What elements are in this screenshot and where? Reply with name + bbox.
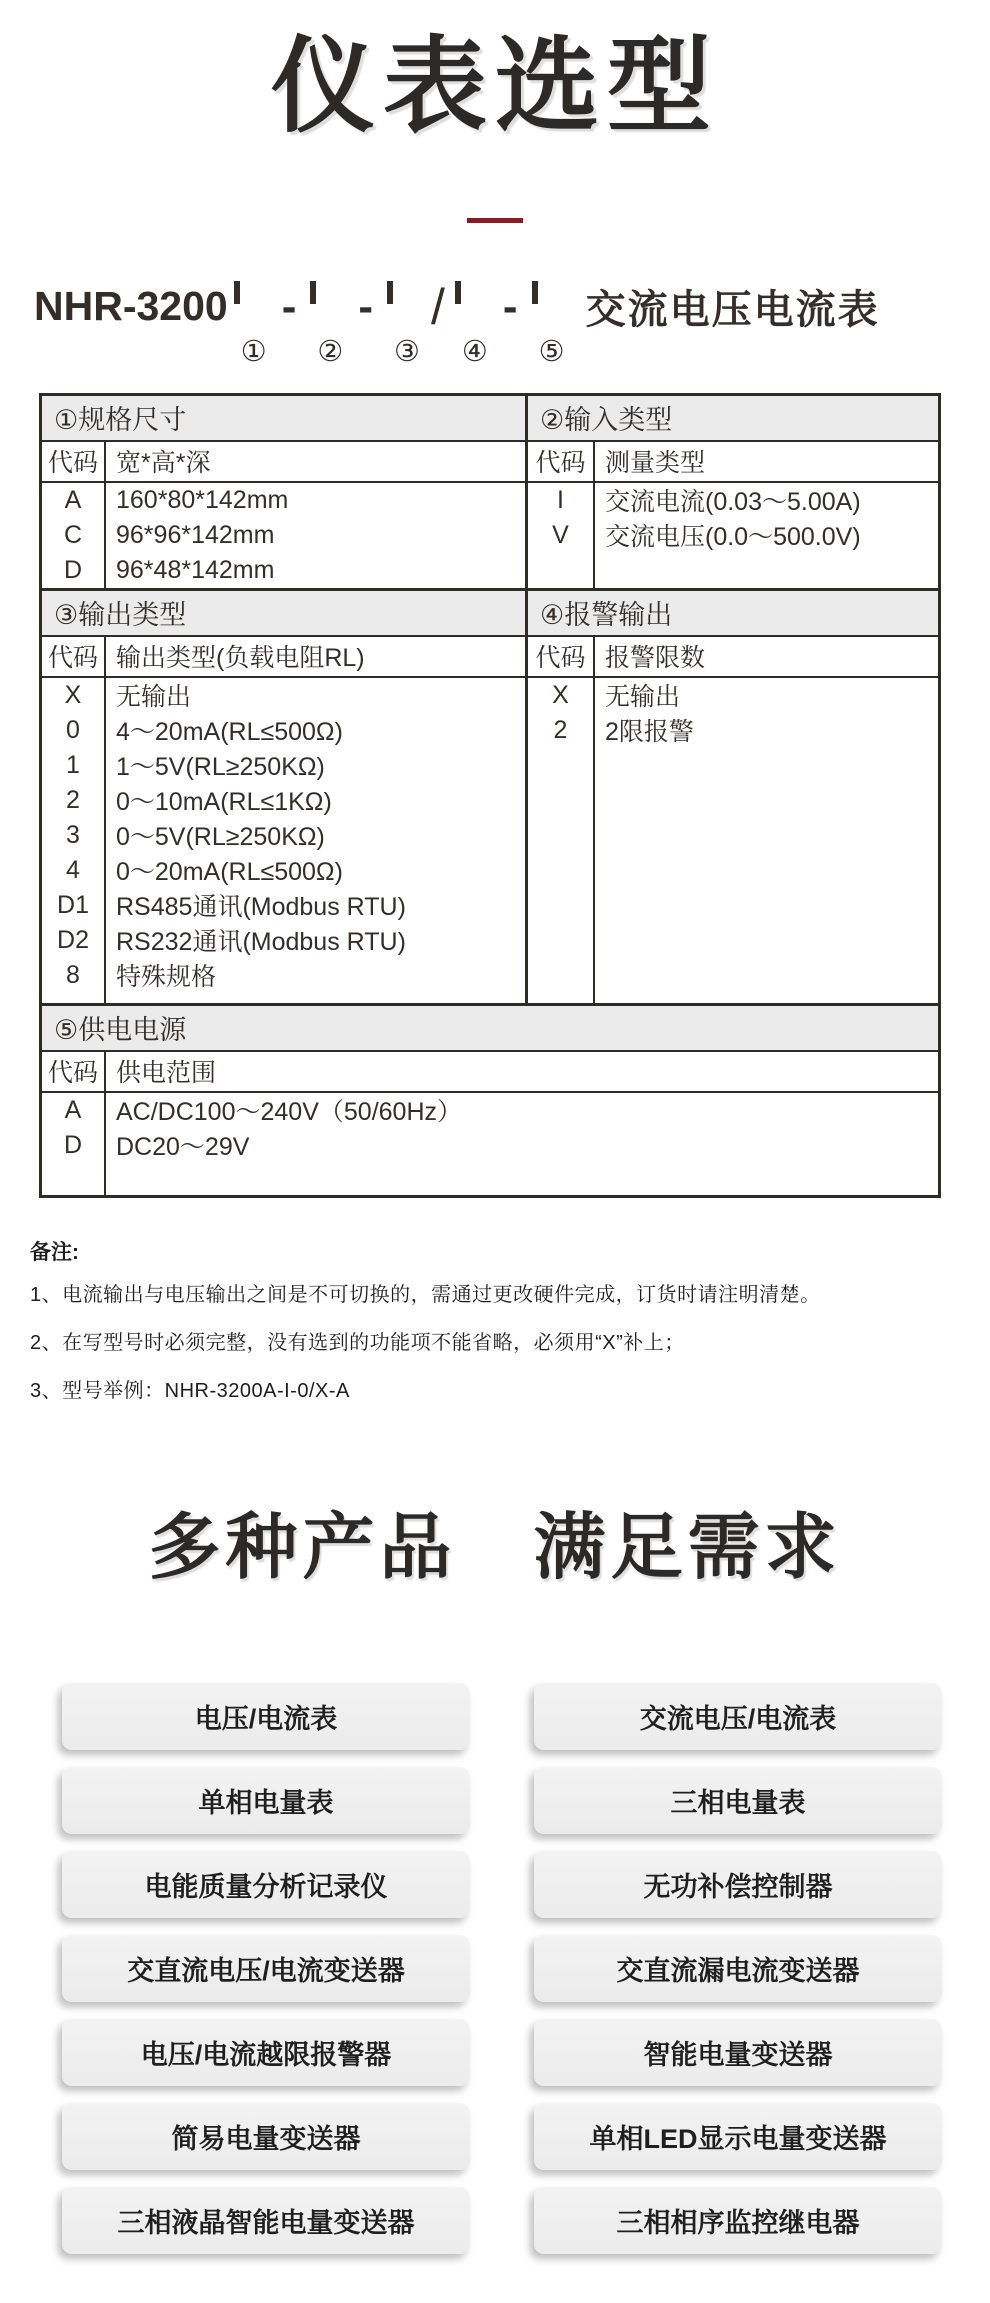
column-header-desc: 宽*高*深 [116, 449, 211, 478]
product-button[interactable]: 简易电量变送器 [62, 2103, 470, 2170]
model-prefix: NHR-3200 [34, 283, 228, 330]
table-cell-desc: AC/DC100～240V（50/60Hz） [116, 1098, 462, 1127]
table-section [42, 591, 525, 1003]
table-cell-code: 3 [42, 818, 106, 853]
model-slot-box [310, 281, 316, 304]
column-header-code: 代码 [42, 637, 106, 676]
model-slot-3 [387, 284, 427, 368]
table-cell-code: D1 [42, 888, 106, 923]
table-cell-desc: 96*96*142mm [116, 520, 275, 549]
table-cell-desc: 160*80*142mm [116, 485, 289, 514]
column-header-desc: 输出类型(负载电阻RL) [116, 644, 365, 673]
table-body [528, 483, 938, 588]
table-cell-desc: 4～20mA(RL≤500Ω) [116, 718, 343, 747]
table-pair-row [42, 591, 938, 1006]
product-button[interactable]: 单相电量表 [62, 1767, 470, 1834]
table-cell-code: D [42, 553, 106, 588]
note-line-1: 1、电流输出与电压输出之间是不可切换的，需通过更改硬件完成，订货时请注明清楚。 [30, 1283, 821, 1306]
table-cell-desc: 1～5V(RL≥250KΩ) [116, 753, 325, 782]
model-slot-4 [455, 284, 495, 368]
product-button[interactable]: 智能电量变送器 [534, 2019, 942, 2086]
model-slot-box [234, 281, 240, 304]
table-cell-desc: 交流电压(0.0～500.0V) [605, 523, 861, 552]
table-cell-desc: RS232通讯(Modbus RTU) [116, 928, 406, 957]
product-button[interactable]: 三相电量表 [534, 1767, 942, 1834]
table-cell-code: D [42, 1128, 106, 1163]
table-cell-code: 4 [42, 853, 106, 888]
product-button[interactable]: 交流电压/电流表 [534, 1683, 942, 1750]
table-filler-code [528, 748, 595, 1003]
table-filler-desc [595, 748, 605, 1003]
table-subheader-row [528, 637, 938, 678]
table-cell-code: X [42, 678, 106, 713]
table-body [42, 678, 525, 1003]
model-separator: - [502, 281, 518, 331]
table-row [42, 783, 525, 818]
table-row [42, 853, 525, 888]
model-selection-table [39, 393, 941, 1198]
circled-number-2: ② [317, 335, 344, 368]
table-cell-desc: 无输出 [116, 683, 192, 712]
table-filler-row [42, 993, 525, 1003]
table-cell-code: C [42, 518, 106, 553]
table-cell-desc: 0～10mA(RL≤1KΩ) [116, 788, 332, 817]
table-cell-code: 8 [42, 958, 106, 993]
table-cell-desc: 0～5V(RL≥250KΩ) [116, 823, 325, 852]
table-cell-desc: 2限报警 [605, 718, 694, 747]
table-row [42, 678, 525, 713]
title-accent-line [467, 218, 523, 223]
table-row [42, 1093, 938, 1128]
table-filler-row [528, 748, 938, 1003]
table-filler-desc [595, 553, 605, 588]
section-header: ①规格尺寸 [42, 396, 525, 442]
notes-label: 备注: [30, 1240, 79, 1264]
section-header: ②输入类型 [528, 396, 938, 442]
table-section [528, 591, 938, 1003]
table-subheader-row [528, 442, 938, 483]
model-slot-2 [310, 284, 350, 368]
product-button[interactable]: 电压/电流越限报警器 [62, 2019, 470, 2086]
column-header-code: 代码 [42, 442, 106, 481]
products-heading: 多种产品 满足需求 [148, 1507, 842, 1588]
column-header-code: 代码 [528, 442, 595, 481]
product-button-grid [62, 1683, 942, 2254]
model-separator: - [281, 281, 297, 331]
table-section [42, 396, 525, 588]
column-header-desc: 供电范围 [116, 1059, 217, 1088]
section-header: ⑤供电电源 [42, 1006, 938, 1052]
table-cell-desc: DC20～29V [116, 1133, 250, 1162]
table-cell-code: 1 [42, 748, 106, 783]
table-row [528, 483, 938, 518]
table-row [42, 958, 525, 993]
model-slot-box [455, 281, 461, 304]
product-button[interactable]: 交直流电压/电流变送器 [62, 1935, 470, 2002]
table-right-half [528, 396, 938, 588]
table-filler-code [42, 993, 106, 1003]
table-cell-code: A [42, 1093, 106, 1128]
table-left-half [42, 396, 528, 588]
table-right-half [528, 591, 938, 1003]
model-slot-1 [234, 284, 274, 368]
table-row [42, 748, 525, 783]
table-row [528, 678, 938, 713]
table-row [42, 518, 525, 553]
product-button[interactable]: 交直流漏电流变送器 [534, 1935, 942, 2002]
product-button[interactable]: 电压/电流表 [62, 1683, 470, 1750]
circled-number-3: ③ [394, 335, 421, 368]
circled-number-4: ④ [461, 335, 488, 368]
table-filler-row [42, 1163, 938, 1195]
product-button[interactable]: 无功补偿控制器 [534, 1851, 942, 1918]
table-cell-desc: 特殊规格 [116, 963, 217, 992]
table-row [42, 713, 525, 748]
page-title: 仪表选型 [270, 29, 719, 145]
table-row [42, 923, 525, 958]
table-filler-row [528, 553, 938, 588]
table-cell-desc: 0～20mA(RL≤500Ω) [116, 858, 343, 887]
notes-section [30, 1236, 990, 1403]
note-line-2: 2、在写型号时必须完整，没有选到的功能项不能省略，必须用“X”补上； [30, 1331, 685, 1354]
table-cell-code: 0 [42, 713, 106, 748]
model-separator-slash: / [431, 278, 445, 335]
table-body [42, 1093, 938, 1195]
table-left-half [42, 591, 528, 1003]
table-cell-desc: 96*48*142mm [116, 555, 275, 584]
table-section [528, 396, 938, 588]
table-subheader-row [42, 1052, 938, 1093]
model-suffix: 交流电压电流表 [585, 288, 880, 333]
column-header-code: 代码 [42, 1052, 106, 1091]
table-filler-desc [106, 1163, 116, 1195]
table-row [42, 483, 525, 518]
circled-number-5: ⑤ [538, 335, 565, 368]
table-row [42, 818, 525, 853]
product-button[interactable]: 单相LED显示电量变送器 [534, 2103, 942, 2170]
table-body [528, 678, 938, 1003]
table-row [42, 888, 525, 923]
column-header-code: 代码 [528, 637, 595, 676]
table-filler-code [528, 553, 595, 588]
table-cell-code: 2 [528, 713, 595, 748]
model-separator: - [358, 281, 374, 331]
model-code-line [34, 278, 990, 368]
product-button[interactable]: 三相相序监控继电器 [534, 2187, 942, 2254]
table-row [42, 1128, 938, 1163]
table-cell-code: X [528, 678, 595, 713]
table-row [528, 713, 938, 748]
table-cell-code: 2 [42, 783, 106, 818]
table-body [42, 483, 525, 588]
table-filler-desc [106, 993, 116, 1003]
section-header: ④报警输出 [528, 591, 938, 637]
product-button[interactable]: 三相液晶智能电量变送器 [62, 2187, 470, 2254]
table-pair-row [42, 396, 938, 591]
table-row [528, 518, 938, 553]
table-subheader-row [42, 442, 525, 483]
table-full-row [42, 1006, 938, 1195]
column-header-desc: 测量类型 [605, 449, 706, 478]
table-cell-desc: RS485通讯(Modbus RTU) [116, 893, 406, 922]
column-header-desc: 报警限数 [605, 644, 706, 673]
table-filler-code [42, 1163, 106, 1195]
model-slot-box [387, 281, 393, 304]
table-cell-code: D2 [42, 923, 106, 958]
circled-number-1: ① [240, 335, 267, 368]
section-header: ③输出类型 [42, 591, 525, 637]
model-slot-box [532, 281, 538, 304]
product-button[interactable]: 电能质量分析记录仪 [62, 1851, 470, 1918]
table-cell-desc: 交流电流(0.03～5.00A) [605, 488, 861, 517]
table-cell-desc: 无输出 [605, 683, 681, 712]
table-section [42, 1006, 938, 1195]
table-subheader-row [42, 637, 525, 678]
table-cell-code: V [528, 518, 595, 553]
note-line-3: 3、型号举例：NHR-3200A-I-0/X-A [30, 1379, 350, 1402]
table-row [42, 553, 525, 588]
table-cell-code: I [528, 483, 595, 518]
model-slot-5 [532, 284, 572, 368]
table-cell-code: A [42, 483, 106, 518]
